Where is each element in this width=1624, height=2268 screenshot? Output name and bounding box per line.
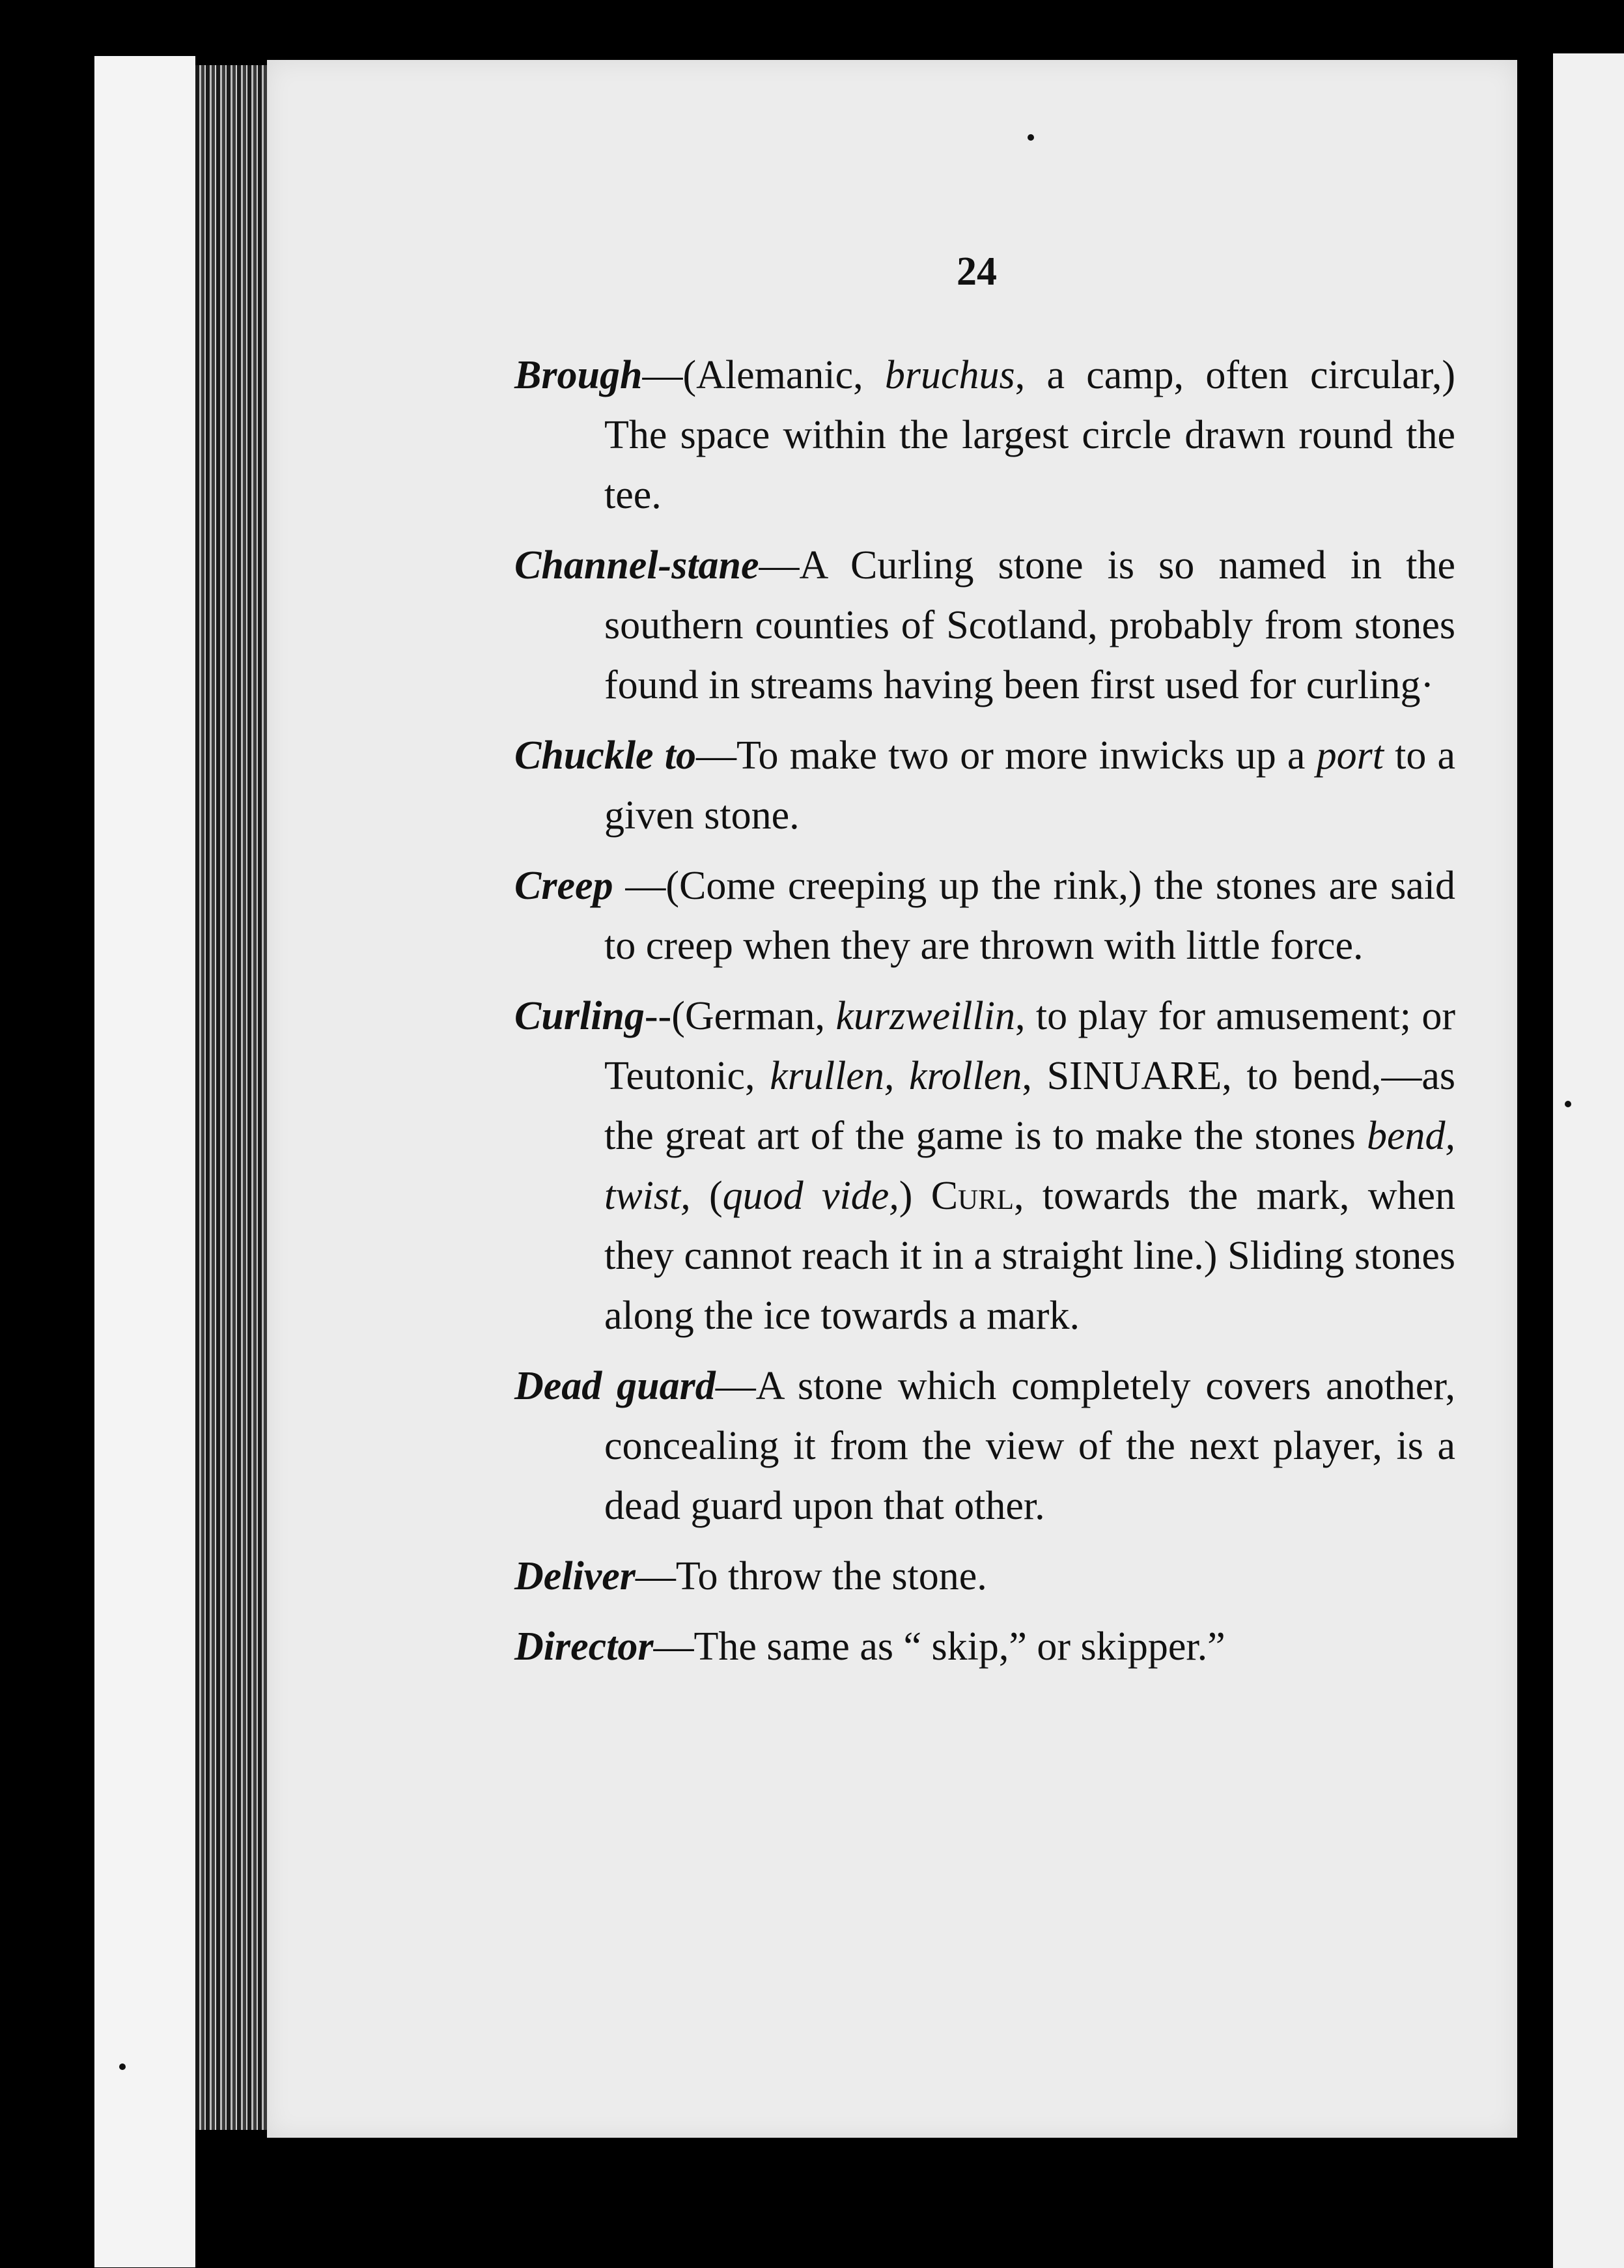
glossary-definition-text: ) <box>899 1174 931 1218</box>
glossary-term: Creep <box>514 864 613 908</box>
glossary-definition-text: —The same as “ skip,” or skipper.” <box>653 1624 1225 1669</box>
glossary-entry <box>514 345 1455 525</box>
glossary-entry <box>514 986 1455 1346</box>
glossary-term: Chuckle to <box>514 733 696 778</box>
glossary-definition-text: —A stone which completely covers another, concealing it from the view of the next player, is a dead guard upon that other. <box>604 1364 1455 1528</box>
glossary-definition-text: , to play for amusement; or Teutonic, <box>604 994 1456 1098</box>
glossary-definition-text: Curl <box>931 1174 1015 1218</box>
glossary-list <box>514 345 1455 1687</box>
glossary-definition-text: —(Alemanic, <box>642 353 885 397</box>
glossary-term: Deliver <box>514 1554 636 1598</box>
glossary-term: Curling <box>514 994 645 1038</box>
glossary-definition-text: , towards the mark, when they cannot reach it in a straight line.) Sliding stones along the ice towards a mark. <box>604 1174 1455 1338</box>
adjacent-page-edge <box>1553 53 1624 2268</box>
ink-speck <box>1565 1101 1571 1107</box>
glossary-entry <box>514 856 1455 976</box>
ink-speck <box>119 2063 126 2070</box>
glossary-term: Director <box>514 1624 654 1669</box>
glossary-entry <box>514 726 1455 845</box>
glossary-definition-text: SINUARE <box>1046 1054 1222 1098</box>
glossary-definition-text: quod vide, <box>722 1174 899 1218</box>
page-number: 24 <box>957 249 997 294</box>
glossary-entry <box>514 1617 1455 1677</box>
page-block-edges <box>195 65 267 2130</box>
glossary-definition-text: , <box>1022 1054 1047 1098</box>
glossary-definition-text: bruchus <box>884 353 1015 397</box>
glossary-entry <box>514 535 1455 715</box>
glossary-definition-text: —To throw the stone. <box>635 1554 987 1598</box>
glossary-term: Brough <box>514 353 643 397</box>
glossary-definition-text: —(Come creeping up the rink,) the stones are said to creep when they are thrown with little force. <box>604 864 1455 968</box>
glossary-definition-text: , a camp, often circular,) The space within the largest circle drawn round the tee. <box>604 353 1455 517</box>
glossary-definition-text: , to bend,—as the great art of the game is to make the stones <box>604 1054 1456 1158</box>
glossary-definition-text: —A Curling stone is so named in the southern counties of Scotland, probably from stones found in streams having been first used for curling· <box>604 543 1455 707</box>
glossary-term: Dead guard <box>514 1364 716 1408</box>
glossary-definition-text: port <box>1316 733 1384 778</box>
glossary-definition-text: bend, twist, <box>604 1114 1455 1218</box>
glossary-definition-text: krullen, krollen <box>770 1054 1022 1098</box>
glossary-definition-text: —To make two or more inwicks up a <box>695 733 1317 778</box>
glossary-term: Channel-stane <box>514 543 759 588</box>
ink-speck <box>1028 134 1034 141</box>
glossary-definition-text: kurzweillin <box>835 994 1015 1038</box>
glossary-entry <box>514 1546 1455 1606</box>
glossary-entry <box>514 1356 1455 1536</box>
glossary-definition-text: ( <box>690 1174 723 1218</box>
page-edge-outer <box>94 56 195 2267</box>
glossary-definition-text: to a given stone. <box>604 733 1456 838</box>
glossary-definition-text: --(German, <box>644 994 836 1038</box>
